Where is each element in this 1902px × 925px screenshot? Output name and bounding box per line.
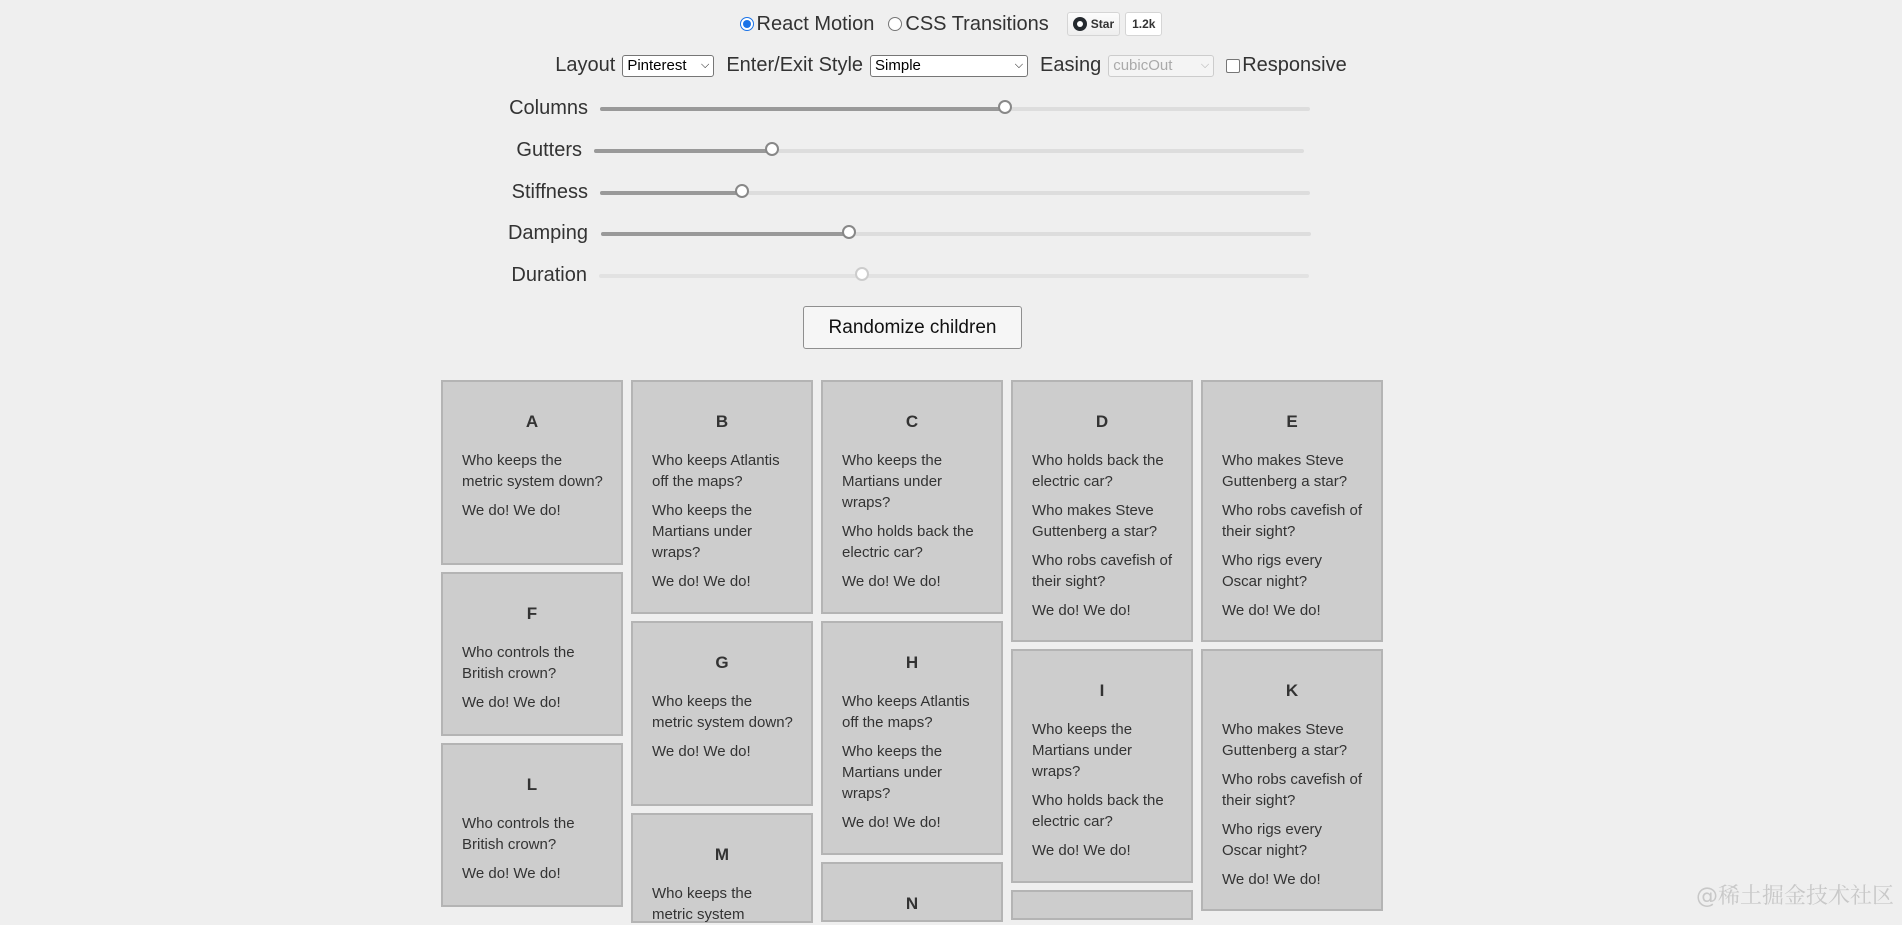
card (441, 743, 623, 907)
card (441, 380, 623, 565)
card-line: Who holds back the electric car? (1032, 792, 1164, 830)
card (1011, 649, 1193, 883)
stiffness-slider-thumb[interactable] (735, 184, 749, 198)
card (821, 621, 1003, 855)
card-letter: H (905, 653, 919, 672)
duration-slider[interactable] (599, 274, 1309, 278)
card-line: Who makes Steve Guttenberg a star? (1222, 721, 1348, 759)
easing-label: Easing (1040, 54, 1102, 76)
stiffness-label: Stiffness (511, 181, 588, 203)
card (821, 862, 1003, 922)
card-lines (823, 450, 1001, 592)
columns-slider-thumb[interactable] (998, 100, 1012, 114)
card-letter: F (526, 604, 538, 623)
card-lines (1013, 450, 1191, 621)
card-line: Who keeps the Martians under wraps? (842, 743, 943, 802)
responsive-label[interactable]: Responsive (1242, 54, 1347, 76)
responsive-checkbox[interactable] (1226, 59, 1240, 73)
gutters-label: Gutters (516, 139, 582, 161)
card-letter: C (905, 412, 919, 431)
card-line: Who robs cavefish of their sight? (1222, 771, 1363, 809)
damping-label: Damping (507, 222, 588, 244)
card-line: Who keeps Atlantis off the maps? (652, 452, 780, 490)
enter-exit-select[interactable] (870, 55, 1028, 77)
card-line: We do! We do! (842, 573, 941, 590)
github-star-button[interactable] (1067, 12, 1120, 36)
card-letter: K (1285, 681, 1299, 700)
radio-react-motion-indicator[interactable] (740, 17, 754, 31)
randomize-children-button[interactable]: Randomize children (803, 306, 1022, 349)
card-lines (633, 691, 811, 762)
card (1011, 380, 1193, 642)
card-letter: G (715, 653, 729, 672)
radio-react-motion[interactable] (740, 13, 875, 36)
card-lines (1203, 719, 1381, 890)
duration-label: Duration (511, 264, 587, 286)
card-line: Who rigs every Oscar night? (1222, 552, 1323, 590)
enter-exit-label: Enter/Exit Style (726, 54, 864, 76)
stiffness-slider-fill (600, 191, 742, 195)
layout-select[interactable] (622, 55, 714, 77)
card-letter: E (1286, 412, 1298, 431)
gutters-slider-thumb[interactable] (765, 142, 779, 156)
card-line: Who keeps the Martians under wraps? (1032, 721, 1133, 780)
card-line: We do! We do! (462, 865, 561, 882)
card-lines (443, 813, 621, 884)
card-line: We do! We do! (462, 502, 561, 519)
github-star-count[interactable]: 1.2k (1125, 12, 1162, 36)
card-lines (1013, 719, 1191, 861)
card (631, 813, 813, 923)
card-line: Who holds back the electric car? (842, 523, 974, 561)
duration-slider-thumb[interactable] (855, 267, 869, 281)
card-letter: D (1095, 412, 1109, 431)
card-line: Who controls the British crown? (462, 644, 575, 682)
card-lines (1203, 450, 1381, 621)
gutters-slider[interactable] (594, 149, 1304, 153)
easing-select[interactable] (1108, 55, 1214, 77)
card-line: Who makes Steve Guttenberg a star? (1032, 502, 1158, 540)
stiffness-slider[interactable] (600, 191, 1310, 195)
card-letter: N (905, 894, 919, 913)
card-lines (443, 642, 621, 713)
card-line: Who keeps the metric system (652, 885, 753, 923)
github-star-widget[interactable] (1067, 12, 1163, 36)
layout-select-value: Pinterest (627, 57, 687, 74)
enter-exit-select-value: Simple (875, 57, 921, 74)
damping-slider[interactable] (601, 232, 1311, 236)
radio-react-motion-label[interactable]: React Motion (756, 12, 875, 35)
card-lines (633, 450, 811, 592)
watermark: @稀土掘金技术社区 (1695, 884, 1894, 909)
card (1011, 890, 1193, 920)
card-letter: M (714, 845, 730, 864)
card-line: We do! We do! (1032, 842, 1131, 859)
card-line: Who keeps the Martians under wraps? (652, 502, 753, 561)
card-lines (443, 450, 621, 521)
card-line: We do! We do! (1032, 602, 1131, 619)
layout-label: Layout (555, 54, 616, 76)
card-letter: I (1099, 681, 1105, 700)
card-line: We do! We do! (652, 743, 751, 760)
mode-toggle-row (0, 12, 1902, 36)
columns-slider-fill (600, 107, 1005, 111)
card-lines (823, 691, 1001, 833)
card-lines (633, 883, 811, 925)
chevron-down-icon: ⌵ (1200, 59, 1210, 71)
card-line: Who robs cavefish of their sight? (1222, 502, 1363, 540)
radio-css-transitions-indicator[interactable] (888, 17, 902, 31)
chevron-down-icon: ⌵ (700, 59, 710, 71)
card-line: Who makes Steve Guttenberg a star? (1222, 452, 1348, 490)
chevron-down-icon: ⌵ (1014, 59, 1024, 71)
radio-css-transitions[interactable] (888, 13, 1048, 36)
card-line: Who robs cavefish of their sight? (1032, 552, 1173, 590)
card-line: Who keeps the metric system down? (652, 693, 793, 731)
card (441, 572, 623, 736)
columns-label: Columns (509, 97, 588, 119)
card (821, 380, 1003, 614)
card-line: We do! We do! (1222, 871, 1321, 888)
github-icon (1073, 17, 1087, 31)
gutters-slider-fill (594, 149, 772, 153)
card-line: Who keeps the Martians under wraps? (842, 452, 943, 511)
card (631, 380, 813, 614)
card-line: We do! We do! (652, 573, 751, 590)
card-line: Who keeps Atlantis off the maps? (842, 693, 970, 731)
card-line: We do! We do! (462, 694, 561, 711)
github-star-label: Star (1090, 17, 1115, 31)
card-line: We do! We do! (1222, 602, 1321, 619)
card (1201, 649, 1383, 911)
damping-slider-thumb[interactable] (842, 225, 856, 239)
card-line: Who rigs every Oscar night? (1222, 821, 1323, 859)
radio-css-transitions-label[interactable]: CSS Transitions (905, 12, 1049, 35)
card-letter: A (525, 412, 539, 431)
damping-slider-fill (601, 232, 849, 236)
card (1201, 380, 1383, 642)
card-line: Who controls the British crown? (462, 815, 575, 853)
options-row (0, 54, 1902, 77)
columns-slider[interactable] (600, 107, 1310, 111)
card-letter: L (526, 775, 538, 794)
card-line: Who keeps the metric system down? (462, 452, 603, 490)
easing-select-value: cubicOut (1113, 57, 1173, 74)
card (631, 621, 813, 806)
card-letter: B (715, 412, 729, 431)
card-line: We do! We do! (842, 814, 941, 831)
card-line: Who holds back the electric car? (1032, 452, 1164, 490)
